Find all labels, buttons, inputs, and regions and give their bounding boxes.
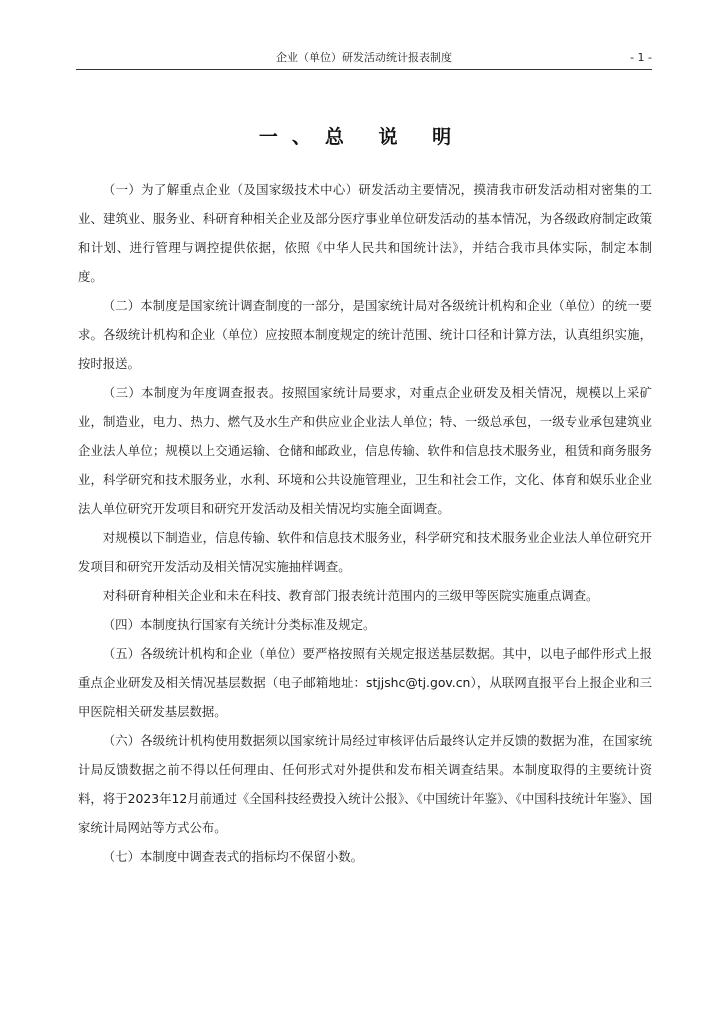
paragraph-5: 对科研育种相关企业和未在科技、教育部门报表统计范围内的三级甲等医院实施重点调查。 xyxy=(102,588,599,603)
running-header xyxy=(76,50,652,68)
paragraph-9: （七）本制度中调查表式的指标均不保留小数。 xyxy=(102,849,363,864)
header-divider xyxy=(76,69,652,70)
body-text xyxy=(78,175,652,871)
paragraph-1: （一）为了解重点企业（及国家级技术中心）研发活动主要情况，摸清我市研发活动相对密集的工业、建筑业、服务业、科研育种相关企业及部分医疗事业单位研发活动的基本情况，为各级政府制定政策和计划、进行管理与调控提供依据，依照《中华人民共和国统计法》，并结合我市具体实际，制定本制度。 xyxy=(78,182,652,284)
paragraph-8: （六）各级统计机构使用数据须以国家统计局经过审核评估后最终认定并反馈的数据为准，在国家统计局反馈数据之前不得以任何理由、任何形式对外提供和发布相关调查结果。本制度取得的主要统计资料，将于2023年12月前通过《全国科技经费投入统计公报》、《中国统计年鉴》、《中国科技统计年鉴》、国家统计局网站等方式公布。 xyxy=(78,733,652,835)
header-title: 企业（单位）研发活动统计报表制度 xyxy=(276,51,452,64)
paragraph-4: 对规模以下制造业，信息传输、软件和信息技术服务业，科学研究和技术服务业企业法人单位研究开发项目和研究开发活动及相关情况实施抽样调查。 xyxy=(78,530,652,574)
section-heading: 一、总 说 明 xyxy=(258,126,466,148)
page-number: - 1 - xyxy=(630,51,652,64)
paragraph-6: （四）本制度执行国家有关统计分类标准及规定。 xyxy=(102,617,376,632)
paragraph-7: （五）各级统计机构和企业（单位）要严格按照有关规定报送基层数据。其中，以电子邮件形式上报重点企业研发及相关情况基层数据（电子邮箱地址：stjjshc@tj.gov.cn），从联网直报平台上报企业和三甲医院相关研发基层数据。 xyxy=(78,646,652,719)
paragraph-3: （三）本制度为年度调查报表。按照国家统计局要求，对重点企业研发及相关情况，规模以上采矿业，制造业，电力、热力、燃气及水生产和供应业企业法人单位；特、一级总承包，一级专业承包建筑业企业法人单位；规模以上交通运输、仓储和邮政业，信息传输、软件和信息技术服务业，租赁和商务服务业，科学研究和技术服务业，水利、环境和公共设施管理业，卫生和社会工作，文化、体育和娱乐业企业法人单位研究开发项目和研究开发活动及相关情况均实施全面调查。 xyxy=(78,385,652,516)
paragraph-2: （二）本制度是国家统计调查制度的一部分，是国家统计局对各级统计机构和企业（单位）的统一要求。各级统计机构和企业（单位）应按照本制度规定的统计范围、统计口径和计算方法，认真组织实施，按时报送。 xyxy=(78,298,652,371)
